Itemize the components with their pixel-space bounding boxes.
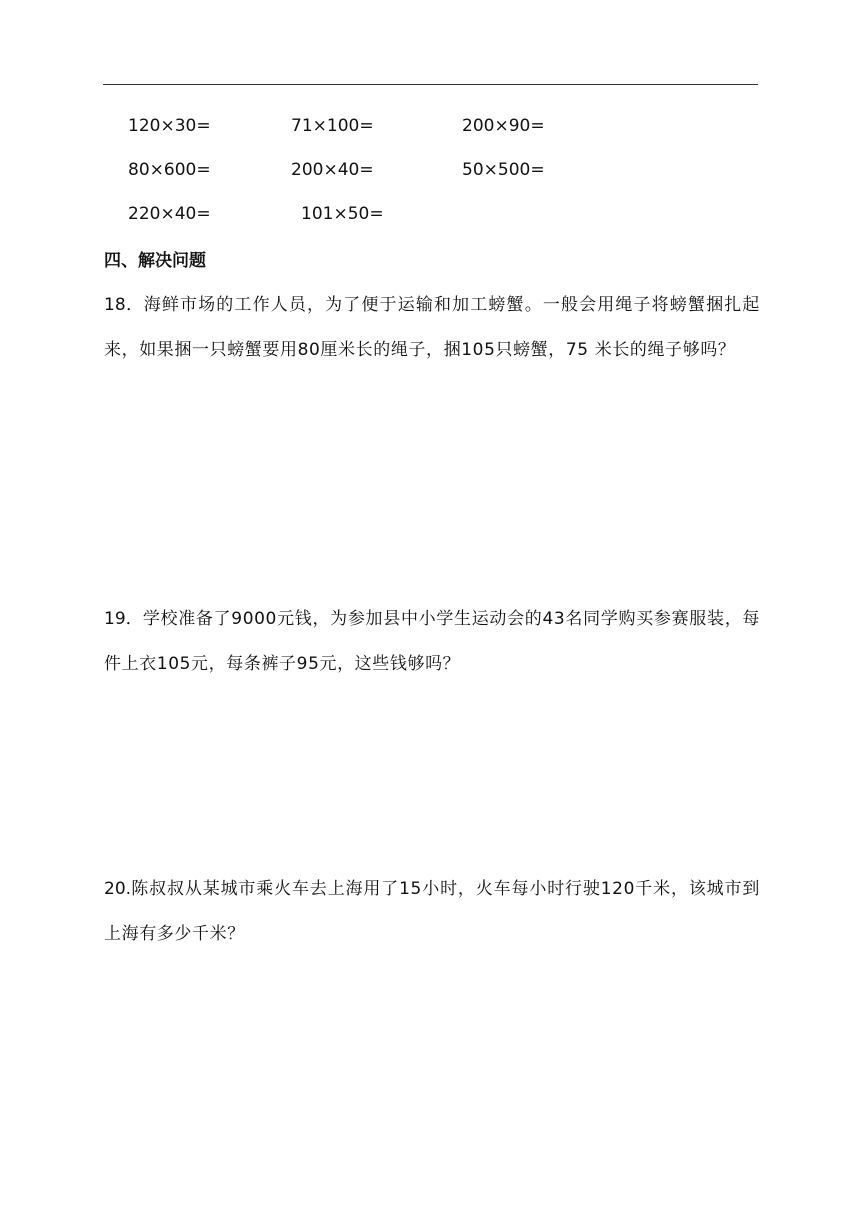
calc-item: 80×600= [128, 160, 211, 180]
calc-item: 101×50= [301, 204, 384, 224]
calc-item: 120×30= [128, 116, 211, 136]
problem-number: 18． [104, 295, 144, 315]
header-divider [103, 84, 758, 85]
problem-19 [104, 597, 760, 687]
problem-number: 19． [104, 609, 143, 629]
section-heading: 四、解决问题 [104, 251, 206, 271]
problem-text: 学校准备了9000元钱，为参加县中小学生运动会的43名同学购买参赛服装，每件上衣105元，每条裤子95元，这些钱够吗？ [104, 609, 760, 674]
problem-20 [104, 867, 760, 957]
problem-text: 海鲜市场的工作人员，为了便于运输和加工螃蟹。一般会用绳子将螃蟹捆扎起来，如果捆一只螃蟹要用80厘米长的绳子，捆105只螃蟹，75 米长的绳子够吗？ [104, 295, 760, 360]
problem-number: 20. [104, 879, 132, 899]
calc-item: 50×500= [462, 160, 545, 180]
calc-item: 200×90= [462, 116, 545, 136]
calc-item: 220×40= [128, 204, 211, 224]
problem-text: 陈叔叔从某城市乘火车去上海用了15小时，火车每小时行驶120千米，该城市到上海有多少千米？ [104, 879, 760, 944]
calc-item: 71×100= [291, 116, 374, 136]
problem-18 [104, 283, 760, 373]
calc-item: 200×40= [291, 160, 374, 180]
